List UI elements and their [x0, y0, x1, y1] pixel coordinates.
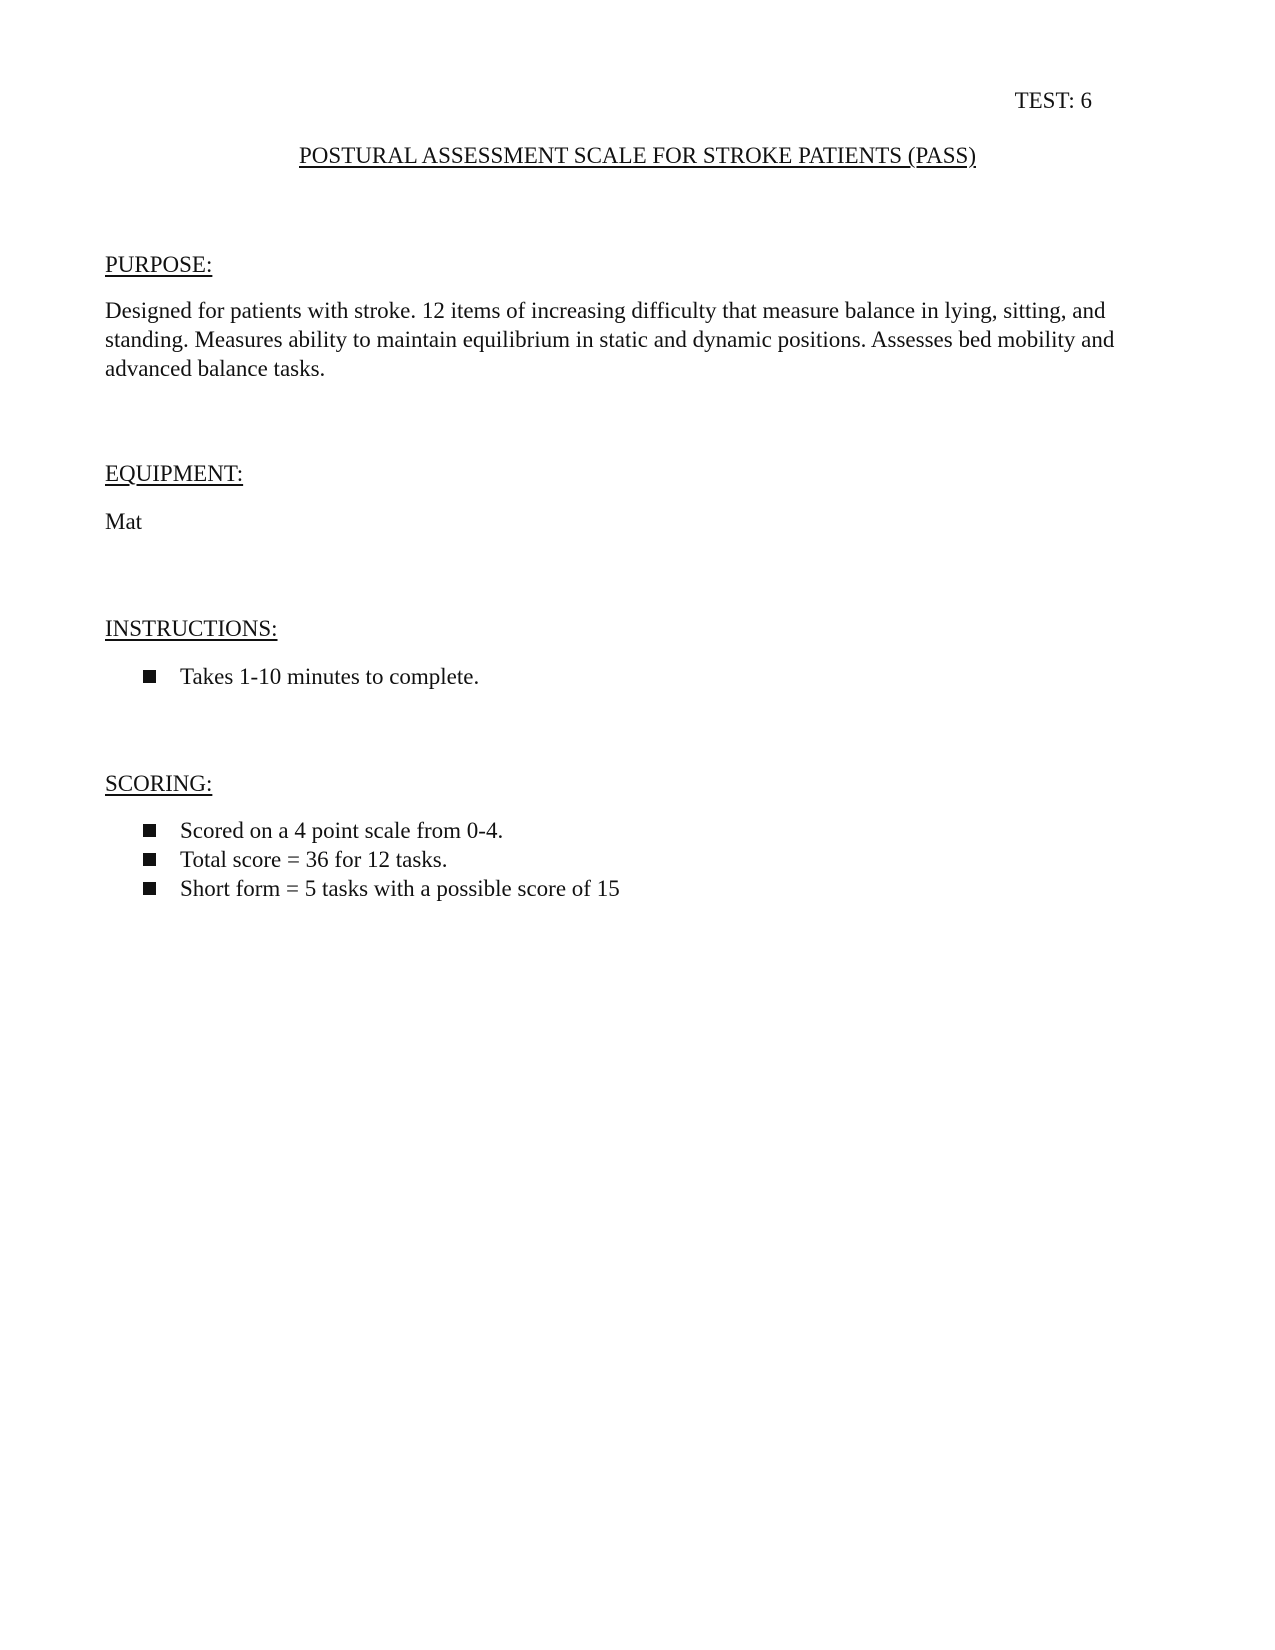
instructions-heading: INSTRUCTIONS: [105, 616, 278, 641]
list-item: Total score = 36 for 12 tasks. [143, 845, 620, 874]
bullet-square-icon [143, 670, 156, 683]
test-number: TEST: 6 [1014, 88, 1092, 113]
scoring-list [143, 816, 620, 903]
equipment-text: Mat [105, 509, 143, 534]
list-item: Short form = 5 tasks with a possible score of 15 [143, 874, 620, 903]
bullet-square-icon [143, 853, 156, 866]
purpose-text: Designed for patients with stroke. 12 items of increasing difficulty that measure balance in lying, sitting, and standing. Measures ability to maintain equilibrium in static and dynamic positions. Assesses bed mobility and advanced balance tasks. [105, 298, 1115, 381]
purpose-heading: PURPOSE: [105, 252, 213, 277]
scoring-heading: SCORING: [105, 771, 213, 796]
list-item: Scored on a 4 point scale from 0-4. [143, 816, 620, 845]
equipment-heading: EQUIPMENT: [105, 461, 244, 486]
list-item: Takes 1-10 minutes to complete. [143, 662, 479, 691]
document-title: POSTURAL ASSESSMENT SCALE FOR STROKE PATIENTS (PASS) [299, 143, 976, 168]
instructions-list [143, 662, 479, 691]
bullet-square-icon [143, 824, 156, 837]
bullet-square-icon [143, 882, 156, 895]
